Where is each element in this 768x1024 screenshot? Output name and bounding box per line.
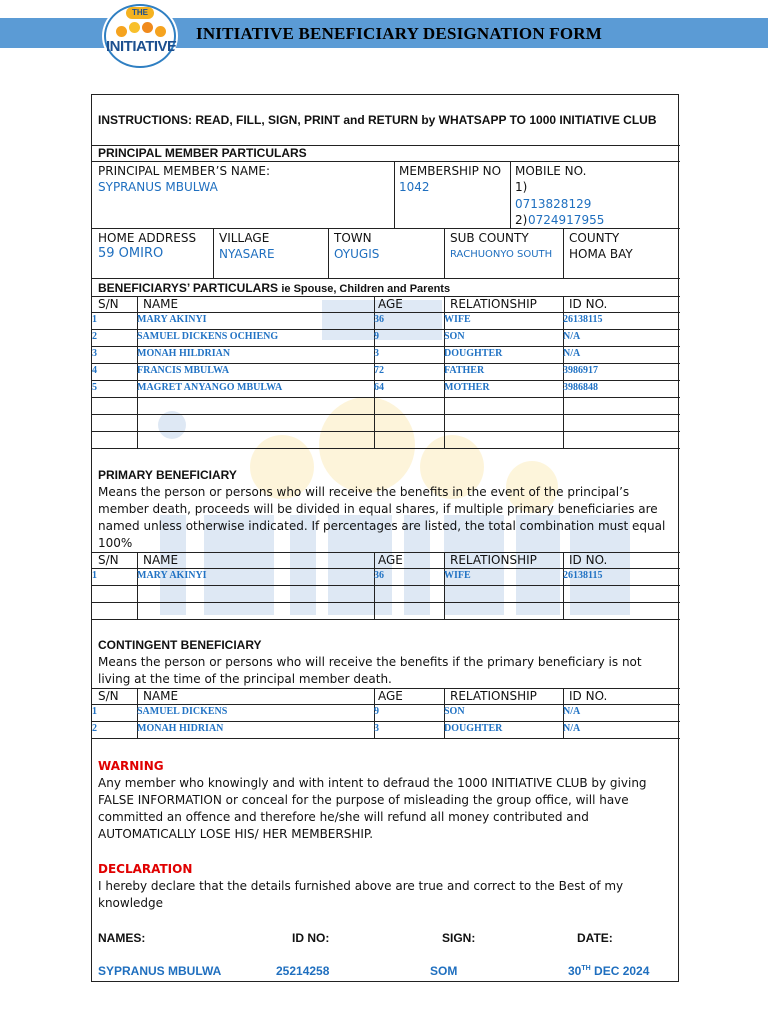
signatory-id: 25214258 [276, 964, 330, 978]
col-header-1: NAME [143, 553, 179, 567]
declaration-title: DECLARATION [98, 862, 193, 876]
county-label: COUNTY [569, 231, 620, 245]
principal-name-label: PRINCIPAL MEMBER’S NAME: [98, 164, 271, 178]
home-address-label: HOME ADDRESS [98, 231, 197, 245]
principal-name-value: SYPRANUS MBULWA [98, 180, 218, 194]
signatory-sign: SOM [430, 964, 458, 978]
table-cell: SAMUEL DICKENS OCHIENG [137, 331, 279, 342]
table-cell: 1 [92, 570, 97, 581]
mobile-2-value: 0724917955 [528, 213, 605, 227]
col-header-3: RELATIONSHIP [450, 553, 537, 567]
primary-beneficiary-title: PRIMARY BENEFICIARY [98, 468, 237, 482]
table-cell: N/A [563, 706, 581, 717]
beneficiaries-title: BENEFICIARYS’ PARTICULARS ie Spouse, Children and Parents [98, 281, 451, 295]
table-cell: 2 [92, 331, 97, 342]
sub-county-value: RACHUONYO SOUTH [450, 249, 553, 260]
instructions-text: INSTRUCTIONS: READ, FILL, SIGN, PRINT and RETURN by WHATSAPP TO 1000 INITIATIVE CLUB [98, 113, 657, 127]
logo-people-icon [116, 22, 166, 38]
table-cell: MAGRET ANYANGO MBULWA [137, 382, 283, 393]
table-cell: WIFE [444, 570, 471, 581]
table-cell: 4 [92, 365, 97, 376]
col-header-0: S/N [98, 553, 119, 567]
col-header-2: AGE [378, 689, 403, 703]
county-value: HOMA BAY [569, 247, 633, 261]
col-header-0: S/N [98, 297, 119, 311]
table-cell: MONAH HILDRIAN [137, 348, 231, 359]
col-header-2: AGE [378, 297, 403, 311]
mobile-1-value: 0713828129 [515, 197, 592, 211]
table-cell: 1 [92, 314, 97, 325]
table-cell: 3986917 [563, 365, 598, 376]
table-cell: MARY AKINYI [137, 314, 207, 325]
col-header-3: RELATIONSHIP [450, 689, 537, 703]
principal-section-title: PRINCIPAL MEMBER PARTICULARS [98, 146, 307, 160]
table-cell: 5 [92, 382, 97, 393]
table-cell: DOUGHTER [444, 723, 503, 734]
table-cell: 3 [92, 348, 97, 359]
col-header-1: NAME [143, 689, 179, 703]
col-header-4: ID NO. [569, 689, 608, 703]
village-value: NYASARE [219, 247, 275, 261]
id-no-label: ID NO: [292, 931, 330, 945]
table-cell: 9 [374, 331, 379, 342]
col-header-2: AGE [378, 553, 403, 567]
table-cell: N/A [563, 331, 581, 342]
home-address-value: 59 OMIRO [98, 246, 164, 261]
table-cell: 64 [374, 382, 384, 393]
table-cell: DOUGHTER [444, 348, 503, 359]
col-header-1: NAME [143, 297, 179, 311]
table-cell: 72 [374, 365, 384, 376]
warning-title: WARNING [98, 759, 164, 773]
initiative-logo [102, 2, 178, 70]
signing-date: 30TH DEC 2024 [568, 964, 650, 978]
table-cell: SON [444, 331, 465, 342]
table-cell: 9 [374, 706, 379, 717]
sign-label: SIGN: [442, 931, 476, 945]
col-header-4: ID NO. [569, 553, 608, 567]
logo-wordmark: INITIATIVE [106, 38, 177, 55]
village-label: VILLAGE [219, 231, 270, 245]
table-cell: MOTHER [444, 382, 490, 393]
table-cell: FATHER [444, 365, 485, 376]
col-header-0: S/N [98, 689, 119, 703]
table-cell: N/A [563, 723, 581, 734]
table-cell: SON [444, 706, 465, 717]
table-cell: SAMUEL DICKENS [137, 706, 228, 717]
declaration-text: I hereby declare that the details furnished above are true and correct to the Best of my knowledge [98, 879, 624, 910]
table-cell: 36 [374, 570, 384, 581]
town-label: TOWN [334, 231, 372, 245]
logo-the-badge: THE [126, 7, 154, 19]
mobile-1-prefix: 1) [515, 180, 528, 194]
town-value: OYUGIS [334, 247, 380, 261]
table-cell: 26138115 [563, 314, 603, 325]
table-cell: 3 [374, 723, 379, 734]
table-cell: MARY AKINYI [137, 570, 207, 581]
sub-county-label: SUB COUNTY [450, 231, 529, 245]
mobile-label: MOBILE NO. [515, 164, 587, 178]
primary-beneficiary-text: Means the person or persons who will receive the benefits in the event of the principal’s member death, proceeds will be divided in equal shares, if multiple primary beneficiaries are named unless otherwise indicated. If percentages are listed, the total combination must equal 100% [98, 485, 666, 550]
mobile-2-prefix: 2) [515, 213, 528, 227]
names-label: NAMES: [98, 931, 146, 945]
table-cell: MONAH HIDRIAN [137, 723, 224, 734]
col-header-3: RELATIONSHIP [450, 297, 537, 311]
warning-text: Any member who knowingly and with intent to defraud the 1000 INITIATIVE CLUB by giving FALSE INFORMATION or conceal for the purpose of misleading the group office, will have committed an offence and therefore he/she will refund all money contributed and AUTOMATICALLY LOSE HIS/ HER MEMBERSHIP. [98, 776, 647, 841]
designation-form [91, 94, 679, 982]
membership-label: MEMBERSHIP NO [399, 164, 502, 178]
contingent-beneficiary-text: Means the person or persons who will receive the benefits if the primary beneficiary is not living at the time of the principal member death. [98, 655, 642, 686]
table-cell: 3986848 [563, 382, 598, 393]
table-cell: 1 [92, 706, 97, 717]
col-header-4: ID NO. [569, 297, 608, 311]
table-cell: N/A [563, 348, 581, 359]
membership-value: 1042 [399, 180, 430, 194]
table-cell: 36 [374, 314, 384, 325]
signatory-name: SYPRANUS MBULWA [98, 964, 222, 978]
contingent-beneficiary-title: CONTINGENT BENEFICIARY [98, 638, 262, 652]
table-cell: 26138115 [563, 570, 603, 581]
table-cell: 2 [92, 723, 97, 734]
form-title: INITIATIVE BENEFICIARY DESIGNATION FORM [196, 24, 602, 43]
table-cell: 3 [374, 348, 379, 359]
date-label: DATE: [577, 931, 613, 945]
table-cell: FRANCIS MBULWA [137, 365, 230, 376]
table-cell: WIFE [444, 314, 471, 325]
